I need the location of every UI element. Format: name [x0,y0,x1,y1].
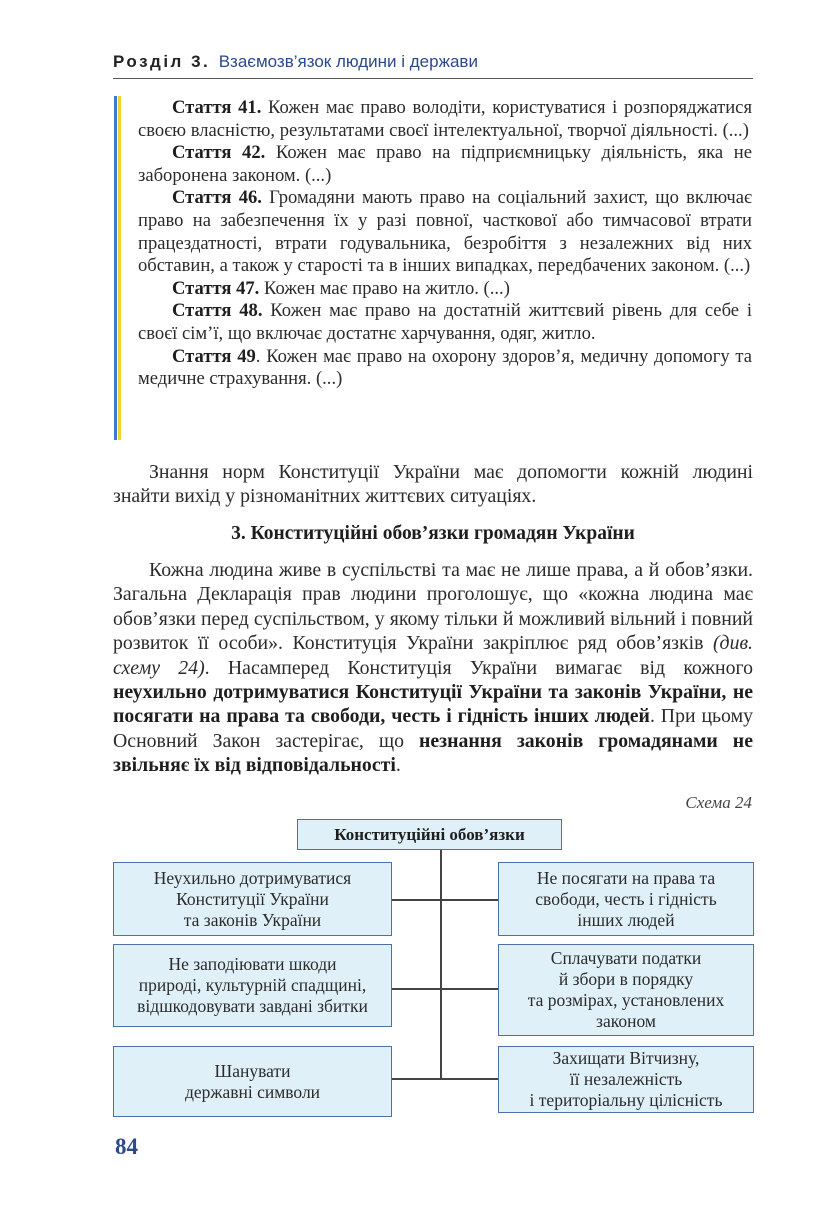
bold-run: неухильно дотримуватися Конституції України та законів України, не посягати на права та свободи, честь і гідність інших людей [113,681,753,728]
section-title: Взаємозв’язок людини і держави [218,52,478,71]
article-text: Кожен має право на житло. (...) [259,277,510,299]
duty-box-observe-constitution: Неухильно дотримуватися Конституції України та законів України [113,862,392,936]
bold-run: незнання законів громадянами не звільняє їх від відповідальності [113,729,753,777]
article-47 [138,278,752,301]
article-label: Стаття 46. [172,187,262,209]
article-41 [138,97,752,142]
article-42 [138,142,752,187]
section-heading: 3. Конституційні обов’язки громадян України [231,523,635,544]
paragraph-knowledge [113,460,753,509]
trunk-line [440,849,442,1079]
article-text: Кожен має право на підприємницьку діяльність, яка не заборонена законом. (...) [138,142,752,186]
stripe-yellow [118,96,121,440]
article-label: Стаття 41. [172,97,262,118]
connector-row-3 [391,1078,499,1080]
paragraph-duties [113,558,753,778]
duty-box-defend-homeland: Захищати Вітчизну, її незалежність і територіальну цілісність [498,1046,754,1113]
section-label: Розділ 3. [113,52,211,71]
connector-row-1 [391,899,499,901]
article-text: Кожен має право володіти, користуватися і розпоряджатися своєю власністю, результатами своєї інтелектуальної, творчої діяльності. (...) [138,97,752,141]
text-run: . Насамперед Конституція України вимагає від кожного [204,656,753,679]
text-run: Кожна людина живе в суспільстві та має не лише права, а й обов’язки. Загальна Декларація прав людини проголошує, що «кожна людина має обов’язки перед суспільством, у якому тільки й можливий вільний і повний розвиток її особи». Конституція України закріплює ряд обов’язків [113,559,753,655]
constitution-quote [138,97,752,391]
text-run: . [395,754,401,777]
connector-row-2 [391,988,499,990]
running-header [113,52,753,79]
article-label: Стаття 48. [172,300,263,322]
article-label: Стаття 49 [172,345,256,367]
article-text: Кожен має право на достатній життєвий рівень для себе і своєї сім’ї, що включає достатнє харчування, одяг, житло. [138,300,752,344]
article-48 [138,300,752,345]
article-46 [138,187,752,277]
article-label: Стаття 42. [172,142,266,164]
duty-box-pay-taxes: Сплачувати податки й збори в порядку та розмірах, установлених законом [498,944,754,1036]
schema-root-box: Конституційні обов’язки [297,819,562,850]
duty-box-respect-symbols: Шанувати державні символи [113,1046,392,1117]
stripe-blue [114,96,117,440]
article-label: Стаття 47. [172,277,260,299]
paragraph-text: Знання норм Конституції України має допомогти кожній людині знайти вихід у різноманітних життєвих ситуаціях. [113,461,753,508]
article-text: Громадяни мають право на соціальний захист, що включає право на забезпечення їх у разі повної, часткової або тимчасової втрати працездатності, втрати годувальника, безробіття з незалежних від них обставин, а також у старості та в інших випадках, передбачених законом. (...) [138,187,752,277]
article-49 [138,346,752,391]
quote-stripe [114,96,121,440]
article-text: . Кожен має право на охорону здоров’я, медичну допомогу та медичне страхування. (...) [138,345,752,390]
duty-box-respect-rights: Не посягати на права та свободи, честь і гідність інших людей [498,862,754,936]
schema-reference: (див. схему 24) [113,632,753,679]
page-number: 84 [115,1134,138,1159]
schema-label: Схема 24 [685,793,752,812]
paragraph-text [113,558,753,778]
text-run: . При цьому Основний Закон застерігає, що [113,705,753,752]
duty-box-no-harm: Не заподіювати шкоди природі, культурній спадщині, відшкодовувати завдані збитки [113,944,392,1027]
